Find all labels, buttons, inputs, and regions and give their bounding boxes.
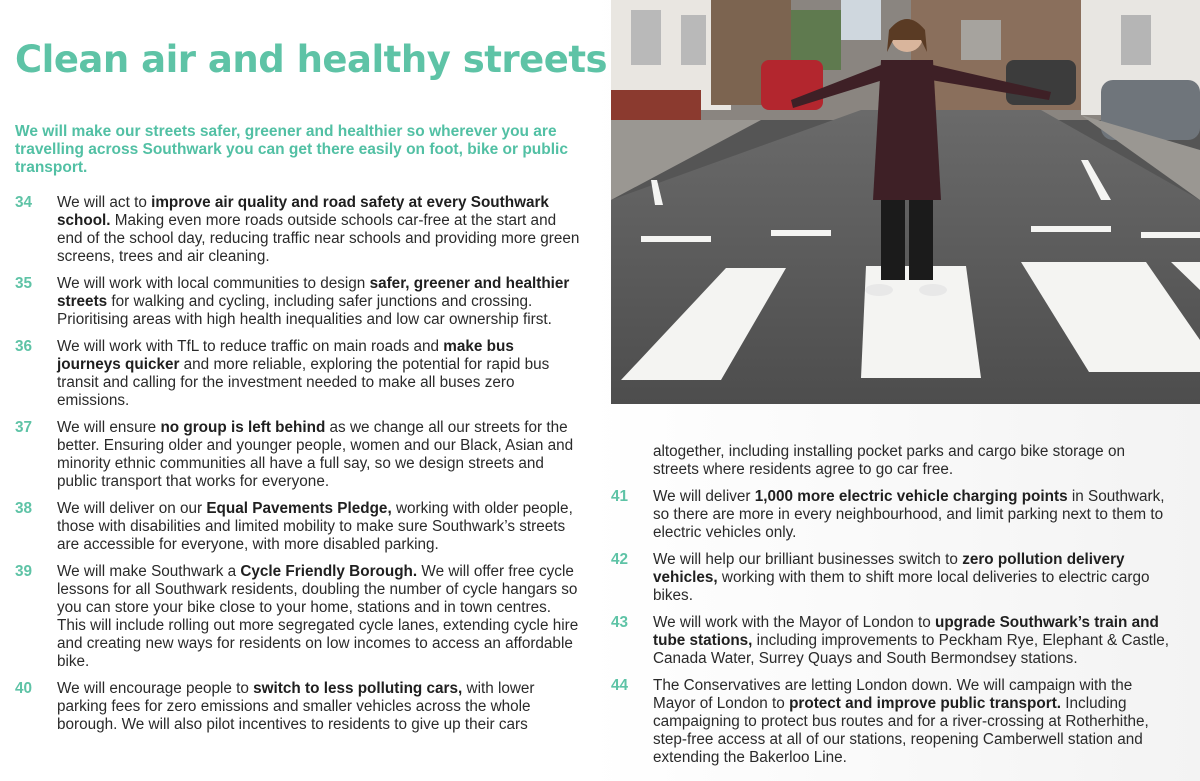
pledges-right-column xyxy=(611,443,1171,776)
pledge-number: 41 xyxy=(611,488,629,505)
pledge-text: We will make Southwark a Cycle Friendly Borough. We will offer free cycle lessons for all Southwark residents, doubling the number of cycle hangars so you can store your bike close to your home, stations and in town centres. This will include rolling out more segregated cycle lanes, extending cycle hire and creating new ways for residents on low incomes to access an affordable bike. xyxy=(57,563,579,670)
page-title: Clean air and healthy streets xyxy=(15,38,608,81)
pledge-text: We will ensure no group is left behind as we change all our streets for the better. Ensuring older and younger people, women and our Black, Asian and minority ethnic communities all have a full say, so we design streets and public transport that works for everyone. xyxy=(57,419,574,490)
pledge-text: We will deliver on our Equal Pavements Pledge, working with older people, those with disabilities and limited mobility to make sure Southwark’s streets are accessible for everyone, with more disabled parking. xyxy=(57,500,573,553)
pledge-item-43 xyxy=(611,614,1171,668)
street-crossing-photo xyxy=(611,0,1200,404)
pledges-left-column xyxy=(15,194,581,743)
pledge-text: We will deliver 1,000 more electric vehicle charging points in Southwark, so there are more in every neighbourhood, and limit parking next to them to electric vehicles only. xyxy=(653,488,1165,541)
intro-paragraph: We will make our streets safer, greener and healthier so wherever you are travelling across Southwark you can get there easily on foot, bike or public transport. xyxy=(15,123,568,176)
pledge-40-continuation: altogether, including installing pocket parks and cargo bike storage on streets where residents agree to go car free. xyxy=(653,443,1125,478)
pledge-text: We will work with the Mayor of London to upgrade Southwark’s train and tube stations, including improvements to Peckham Rye, Elephant & Castle, Canada Water, Surrey Quays and South Bermondsey stations. xyxy=(653,614,1170,667)
pledge-item-41 xyxy=(611,488,1171,542)
pledge-item-36 xyxy=(15,338,581,410)
pledge-item-38 xyxy=(15,500,581,554)
pledge-text: We will encourage people to switch to less polluting cars, with lower parking fees for zero emissions and smaller vehicles across the whole borough. We will also pilot incentives to residents to give up their cars xyxy=(57,680,535,733)
pledge-number: 35 xyxy=(15,275,33,292)
pledge-number: 38 xyxy=(15,500,33,517)
pledge-number: 34 xyxy=(15,194,33,211)
pledge-number: 37 xyxy=(15,419,33,436)
pledge-item-37 xyxy=(15,419,581,491)
pledge-text: We will work with TfL to reduce traffic on main roads and make bus journeys quicker and more reliable, exploring the potential for rapid bus transit and calling for the investment needed to make all buses zero emissions. xyxy=(57,338,550,409)
pledge-text: We will help our brilliant businesses switch to zero pollution delivery vehicles, working with them to shift more local deliveries to electric cargo bikes. xyxy=(653,551,1150,604)
pledge-text: We will work with local communities to design safer, greener and healthier streets for walking and cycling, including safer junctions and crossing. Prioritising areas with high health inequalities and low car ownership first. xyxy=(57,275,570,328)
pledge-text: We will act to improve air quality and road safety at every Southwark school. Making even more roads outside schools car-free at the start and end of the school day, reducing traffic near schools and providing more green screens, trees and air cleaning. xyxy=(57,194,580,265)
pledge-item-34 xyxy=(15,194,581,266)
pledge-number: 44 xyxy=(611,677,629,694)
pledge-text: The Conservatives are letting London down. We will campaign with the Mayor of London to protect and improve public transport. Including campaigning to protect bus routes and for a river-crossing at Rotherhithe, step-free access at all of our stations, reopening Camberwell station and extending the Bakerloo Line. xyxy=(653,677,1149,766)
pledge-item-42 xyxy=(611,551,1171,605)
pledge-number: 40 xyxy=(15,680,33,697)
pledge-item-35 xyxy=(15,275,581,329)
pledge-item-44 xyxy=(611,677,1171,767)
pledge-number: 43 xyxy=(611,614,629,631)
pledge-item-39 xyxy=(15,563,581,671)
pledge-number: 42 xyxy=(611,551,629,568)
pledge-number: 39 xyxy=(15,563,33,580)
pledge-item-40 xyxy=(15,680,581,734)
pledge-number: 36 xyxy=(15,338,33,355)
